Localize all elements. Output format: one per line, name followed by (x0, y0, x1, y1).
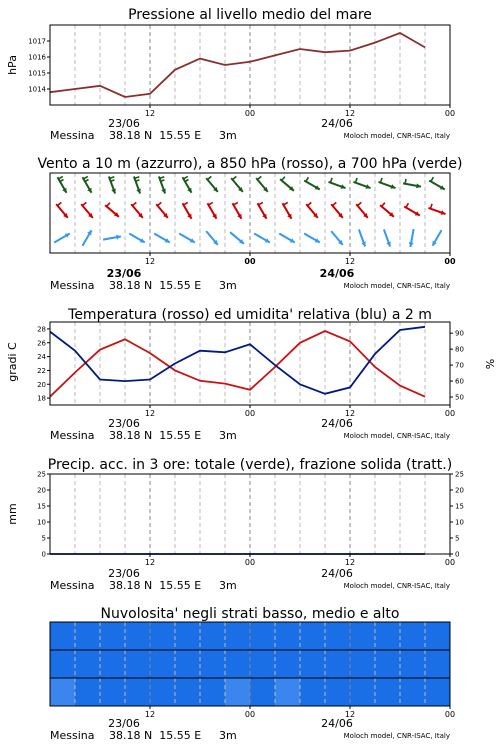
date-label-24: 24/06 (321, 717, 353, 730)
wind-barb (259, 202, 263, 205)
y-tick-label: 80 (455, 345, 464, 354)
cloud-cell (300, 678, 325, 706)
date-label-24: 24/06 (321, 117, 353, 130)
location-coords: 38.18 N 15.55 E (109, 279, 202, 292)
date-label-23: 23/06 (108, 567, 140, 580)
cloud-cell (100, 622, 125, 650)
wind-barb (258, 176, 262, 179)
wind-barb (185, 180, 189, 182)
wind-barb (233, 176, 237, 179)
y-tick-label: 15 (455, 502, 464, 511)
precipitation-title: Precip. acc. in 3 ore: totale (verde), frazione solida (tratt.) (47, 457, 453, 473)
cloud-cell (125, 622, 150, 650)
cloud-cell (425, 650, 450, 678)
wind-barb (380, 178, 382, 183)
cloud-cell (275, 622, 300, 650)
x-tick-label: 12 (144, 109, 156, 118)
location-elevation: 3m (219, 579, 237, 592)
wind-barb (306, 177, 309, 181)
y-tick-label: 25 (455, 470, 464, 479)
model-credit: Moloch model, CNR-ISAC, Italy (343, 132, 450, 140)
location-name: Messina (50, 729, 95, 742)
temperature-ylabel: gradi C (6, 342, 19, 382)
x-tick-label: 00 (244, 257, 256, 266)
date-label-23: 23/06 (106, 267, 142, 280)
x-tick-label: 00 (444, 257, 456, 266)
wind-barb (160, 177, 165, 179)
wind-barb (184, 176, 188, 179)
date-label-23: 23/06 (108, 717, 140, 730)
cloud-cell (325, 650, 350, 678)
location-coords: 38.18 N 15.55 E (109, 579, 202, 592)
x-tick-label: 12 (144, 710, 156, 719)
cloud-cell (225, 622, 250, 650)
temperature-title: Temperatura (rosso) ed umidita' relativa (blu) a 2 m (68, 307, 432, 323)
wind-barb (158, 202, 162, 205)
pressure-panel (6, 7, 455, 142)
cloud-cell (100, 678, 125, 706)
y-tick-label: 1016 (28, 53, 46, 62)
cloud-cell (225, 678, 250, 706)
x-tick-label: 00 (244, 409, 256, 418)
cloud-cell (100, 650, 125, 678)
wind-barb (431, 177, 434, 181)
y-tick-label: 0 (455, 550, 460, 559)
location-coords: 38.18 N 15.55 E (109, 129, 202, 142)
x-tick-label: 00 (444, 558, 456, 567)
wind-barb (85, 180, 89, 182)
x-tick-label: 00 (244, 710, 256, 719)
cloud-cell (400, 622, 425, 650)
cloud-cell (400, 678, 425, 706)
wind-barb (84, 176, 88, 179)
cloud-cell (350, 650, 375, 678)
location-elevation: 3m (219, 729, 237, 742)
y-tick-label: 25 (37, 470, 46, 479)
date-label-23: 23/06 (108, 117, 140, 130)
wind-panel (37, 156, 462, 292)
wind-barb (209, 202, 213, 205)
location-coords: 38.18 N 15.55 E (109, 729, 202, 742)
cloud-cell (50, 622, 75, 650)
cloud-cell (150, 678, 175, 706)
cloud-cell (350, 622, 375, 650)
y-tick-label: 10 (37, 518, 46, 527)
y-tick-label: 15 (37, 502, 46, 511)
cloud-title: Nuvolosita' negli strati basso, medio e alto (100, 606, 400, 622)
location-name: Messina (50, 129, 95, 142)
x-tick-label: 12 (144, 409, 156, 418)
wind-barb (330, 178, 332, 183)
cloud-cell (375, 622, 400, 650)
wind-barb (60, 180, 64, 182)
date-label-24: 24/06 (319, 267, 355, 280)
cloud-cell (275, 650, 300, 678)
y-tick-label: 1014 (28, 85, 46, 94)
location-coords: 38.18 N 15.55 E (109, 429, 202, 442)
wind-barb (382, 203, 385, 207)
y-tick-label: 90 (455, 329, 464, 338)
wind-barb (282, 177, 285, 181)
model-credit: Moloch model, CNR-ISAC, Italy (343, 582, 450, 590)
y-tick-label: 20 (455, 486, 464, 495)
temperature-line (50, 331, 425, 397)
location-name: Messina (50, 429, 95, 442)
cloud-cell (50, 678, 75, 706)
x-tick-label: 00 (244, 109, 256, 118)
precipitation-ylabel: mm (6, 503, 19, 525)
cloud-cell (350, 678, 375, 706)
cloud-panel (50, 606, 455, 742)
location-name: Messina (50, 579, 95, 592)
y-tick-label: 70 (455, 361, 464, 370)
y-tick-label: 20 (37, 380, 46, 389)
wind-barb (234, 202, 238, 205)
wind-barb (355, 178, 357, 183)
x-tick-label: 12 (344, 257, 356, 266)
model-credit: Moloch model, CNR-ISAC, Italy (343, 732, 450, 740)
cloud-cell (75, 650, 100, 678)
cloud-cell (275, 678, 300, 706)
wind-barb (430, 204, 432, 209)
wind-barb (58, 202, 62, 205)
pressure-title: Pressione al livello medio del mare (128, 7, 372, 23)
x-tick-label: 12 (144, 558, 156, 567)
y-tick-label: 60 (455, 377, 464, 386)
cloud-cell (175, 622, 200, 650)
cloud-cell (425, 622, 450, 650)
cloud-cell (250, 622, 275, 650)
date-label-23: 23/06 (108, 417, 140, 430)
wind-title: Vento a 10 m (azzurro), a 850 hPa (rosso), a 700 hPa (verde) (37, 156, 463, 172)
precipitation-plot-frame (50, 474, 450, 554)
y-tick-label: 18 (37, 394, 46, 403)
pressure-ylabel: hPa (6, 55, 19, 75)
y-tick-label: 20 (37, 486, 46, 495)
cloud-cell (200, 622, 225, 650)
y-tick-label: 22 (37, 366, 46, 375)
x-tick-label: 12 (344, 409, 356, 418)
x-tick-label: 12 (344, 710, 356, 719)
location-elevation: 3m (219, 279, 237, 292)
y-tick-label: 26 (37, 339, 46, 348)
x-tick-label: 12 (144, 257, 156, 266)
cloud-cell (300, 650, 325, 678)
wind-barb (59, 176, 63, 179)
x-tick-label: 00 (444, 710, 456, 719)
wind-barb (308, 202, 312, 205)
humidity-ylabel: % (483, 358, 496, 370)
x-tick-label: 00 (444, 409, 456, 418)
wind-barb (284, 202, 288, 205)
location-name: Messina (50, 279, 95, 292)
pressure-line (50, 33, 425, 97)
cloud-cell (75, 622, 100, 650)
y-tick-label: 28 (37, 325, 46, 334)
cloud-cell (325, 622, 350, 650)
model-credit: Moloch model, CNR-ISAC, Italy (343, 282, 450, 290)
cloud-cell (250, 650, 275, 678)
wind-barb (333, 202, 337, 205)
cloud-cell (200, 650, 225, 678)
y-tick-label: 5 (41, 534, 46, 543)
y-tick-label: 50 (455, 393, 464, 402)
cloud-cell (225, 650, 250, 678)
wind-barb (405, 179, 406, 184)
precipitation-panel (6, 457, 464, 592)
x-tick-label: 00 (444, 109, 456, 118)
y-tick-label: 0 (41, 550, 46, 559)
y-tick-label: 24 (37, 353, 46, 362)
cloud-cell (175, 678, 200, 706)
cloud-cell (125, 678, 150, 706)
cloud-cell (50, 650, 75, 678)
y-tick-label: 5 (455, 534, 460, 543)
cloud-cell (75, 678, 100, 706)
y-tick-label: 10 (455, 518, 464, 527)
wind-barb (208, 176, 212, 179)
cloud-cell (400, 650, 425, 678)
wind-barb (135, 177, 140, 179)
cloud-cell (175, 650, 200, 678)
wind-barb (107, 203, 110, 207)
date-label-24: 24/06 (321, 417, 353, 430)
wind-barb (184, 202, 188, 205)
date-label-24: 24/06 (321, 567, 353, 580)
cloud-cell (200, 678, 225, 706)
model-credit: Moloch model, CNR-ISAC, Italy (343, 432, 450, 440)
cloud-cell (250, 678, 275, 706)
location-elevation: 3m (219, 429, 237, 442)
wind-barb (406, 203, 409, 207)
y-tick-label: 1015 (28, 69, 46, 78)
cloud-cell (375, 678, 400, 706)
location-elevation: 3m (219, 129, 237, 142)
temperature-panel (6, 307, 496, 442)
wind-barb (358, 202, 362, 205)
cloud-cell (375, 650, 400, 678)
wind-barb (110, 177, 115, 179)
cloud-cell (125, 650, 150, 678)
x-tick-label: 00 (244, 558, 256, 567)
cloud-cell (150, 650, 175, 678)
x-tick-label: 12 (344, 109, 356, 118)
y-tick-label: 1017 (28, 37, 46, 46)
cloud-cell (150, 622, 175, 650)
cloud-cell (425, 678, 450, 706)
wind-barb (83, 202, 87, 205)
cloud-cell (325, 678, 350, 706)
x-tick-label: 12 (344, 558, 356, 567)
wind-barb (133, 202, 137, 205)
cloud-cell (300, 622, 325, 650)
